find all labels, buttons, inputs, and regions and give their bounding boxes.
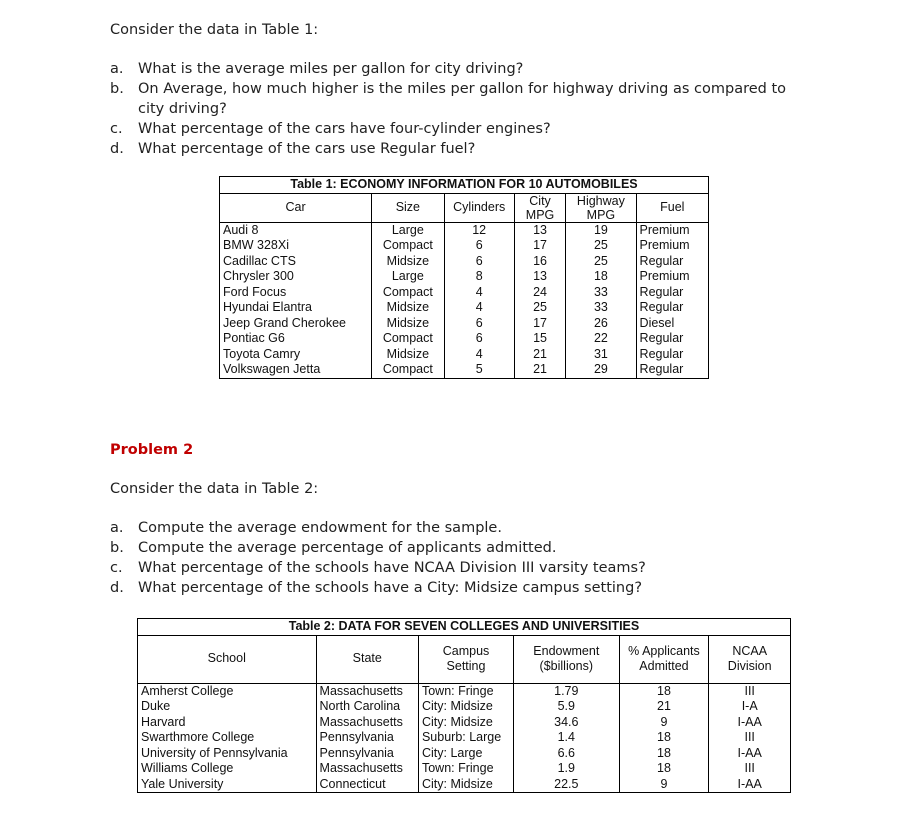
colleges-table — [137, 618, 791, 793]
table-caption-row — [138, 619, 791, 636]
column-header: Fuel — [636, 193, 708, 222]
table-cell: III — [709, 730, 791, 746]
table-row — [138, 777, 791, 793]
table-cell: Massachusetts — [316, 715, 418, 731]
question-letter: c. — [110, 121, 123, 137]
column-header: Size — [372, 193, 444, 222]
question-item — [110, 139, 790, 159]
table-cell: 9 — [619, 777, 709, 793]
column-header: Car — [220, 193, 372, 222]
table-row — [220, 254, 709, 270]
table-cell: III — [709, 683, 791, 699]
question-text: What percentage of the schools have a City: Midsize campus setting? — [138, 580, 643, 596]
table-cell: Midsize — [372, 316, 444, 332]
question-text: What percentage of the cars use Regular fuel? — [138, 141, 476, 157]
table-row — [138, 683, 791, 699]
column-header: City MPG — [514, 193, 565, 222]
questions-table2 — [110, 518, 790, 598]
table-cell: 4 — [444, 285, 514, 301]
table-cell: Swarthmore College — [138, 730, 317, 746]
question-item — [110, 538, 790, 558]
table-caption-row — [220, 177, 709, 194]
question-letter: c. — [110, 560, 123, 576]
table-cell: 19 — [566, 222, 636, 238]
question-letter: a. — [110, 61, 124, 77]
table-cell: Regular — [636, 300, 708, 316]
question-item — [110, 59, 790, 79]
table-cell: Duke — [138, 699, 317, 715]
table-cell: Regular — [636, 254, 708, 270]
question-letter: b. — [110, 81, 124, 97]
table-cell: Midsize — [372, 347, 444, 363]
table-cell: 18 — [619, 730, 709, 746]
question-text: What percentage of the cars have four-cylinder engines? — [138, 121, 551, 137]
table-row — [220, 222, 709, 238]
table-cell: Yale University — [138, 777, 317, 793]
table-cell: Town: Fringe — [418, 761, 513, 777]
table-cell: BMW 328Xi — [220, 238, 372, 254]
question-text: Compute the average endowment for the sample. — [138, 520, 502, 536]
questions-table1 — [110, 59, 790, 159]
question-text: Compute the average percentage of applicants admitted. — [138, 540, 557, 556]
table-cell: 21 — [619, 699, 709, 715]
table-cell: 18 — [619, 746, 709, 762]
table-cell: 6 — [444, 331, 514, 347]
table-cell: Diesel — [636, 316, 708, 332]
table-cell: 18 — [619, 761, 709, 777]
table-cell: Premium — [636, 238, 708, 254]
table-cell: Regular — [636, 347, 708, 363]
table-cell: City: Midsize — [418, 699, 513, 715]
table-cell: 4 — [444, 347, 514, 363]
table-cell: 6 — [444, 316, 514, 332]
table-cell: 6 — [444, 254, 514, 270]
table-cell: University of Pennsylvania — [138, 746, 317, 762]
column-header: % Applicants Admitted — [619, 635, 709, 683]
table-cell: 16 — [514, 254, 565, 270]
column-header: Campus Setting — [418, 635, 513, 683]
table-cell: 21 — [514, 347, 565, 363]
table-cell: 22 — [566, 331, 636, 347]
table-row — [138, 699, 791, 715]
table-cell: 18 — [566, 269, 636, 285]
table-row — [138, 761, 791, 777]
table-cell: City: Large — [418, 746, 513, 762]
table-cell: Compact — [372, 285, 444, 301]
problem-2-title: Problem 2 — [110, 442, 194, 458]
question-letter: a. — [110, 520, 124, 536]
question-item — [110, 79, 790, 119]
table-cell: Compact — [372, 331, 444, 347]
question-text: What is the average miles per gallon for city driving? — [138, 61, 524, 77]
question-text: What percentage of the schools have NCAA Division III varsity teams? — [138, 560, 646, 576]
table-cell: Jeep Grand Cherokee — [220, 316, 372, 332]
table-cell: City: Midsize — [418, 715, 513, 731]
table-cell: Large — [372, 269, 444, 285]
table-cell: 6 — [444, 238, 514, 254]
table-row — [220, 362, 709, 378]
table-cell: Compact — [372, 238, 444, 254]
intro-text-table1: Consider the data in Table 1: — [110, 22, 319, 38]
table-cell: Town: Fringe — [418, 683, 513, 699]
table-cell: North Carolina — [316, 699, 418, 715]
table-cell: Premium — [636, 222, 708, 238]
table-row — [220, 331, 709, 347]
table-cell: III — [709, 761, 791, 777]
table-cell: Connecticut — [316, 777, 418, 793]
question-item — [110, 558, 790, 578]
table-cell: Regular — [636, 331, 708, 347]
table-cell: 9 — [619, 715, 709, 731]
table-cell: Compact — [372, 362, 444, 378]
table-cell: Large — [372, 222, 444, 238]
table-row — [220, 285, 709, 301]
table-cell: 18 — [619, 683, 709, 699]
table-cell: 25 — [566, 254, 636, 270]
table-cell: 5.9 — [514, 699, 620, 715]
table-cell: 34.6 — [514, 715, 620, 731]
table-cell: Premium — [636, 269, 708, 285]
column-header: School — [138, 635, 317, 683]
table-row — [220, 316, 709, 332]
table-cell: Regular — [636, 285, 708, 301]
table-cell: 6.6 — [514, 746, 620, 762]
table-row — [220, 300, 709, 316]
table-cell: Volkswagen Jetta — [220, 362, 372, 378]
table-cell: 1.79 — [514, 683, 620, 699]
table-cell: Pennsylvania — [316, 730, 418, 746]
table-cell: Massachusetts — [316, 761, 418, 777]
table-row — [138, 746, 791, 762]
table-cell: 29 — [566, 362, 636, 378]
question-letter: b. — [110, 540, 124, 556]
table-cell: I-AA — [709, 746, 791, 762]
column-header: Endowment ($billions) — [514, 635, 620, 683]
economy-table — [219, 176, 709, 379]
table-cell: 1.9 — [514, 761, 620, 777]
table-cell: 1.4 — [514, 730, 620, 746]
table-cell: Audi 8 — [220, 222, 372, 238]
question-text: On Average, how much higher is the miles per gallon for highway driving as compared to city driving? — [138, 81, 787, 117]
table-cell: 33 — [566, 285, 636, 301]
column-header: Cylinders — [444, 193, 514, 222]
table-cell: Amherst College — [138, 683, 317, 699]
table-cell: Cadillac CTS — [220, 254, 372, 270]
table-cell: I-A — [709, 699, 791, 715]
question-item — [110, 578, 790, 598]
table-cell: Pennsylvania — [316, 746, 418, 762]
table-row — [220, 347, 709, 363]
table-cell: Harvard — [138, 715, 317, 731]
question-letter: d. — [110, 580, 124, 596]
table-cell: 15 — [514, 331, 565, 347]
table-cell: 12 — [444, 222, 514, 238]
table-cell: 5 — [444, 362, 514, 378]
table-cell: 33 — [566, 300, 636, 316]
table-cell: Regular — [636, 362, 708, 378]
table-cell: I-AA — [709, 715, 791, 731]
table-cell: 13 — [514, 269, 565, 285]
table-cell: 31 — [566, 347, 636, 363]
question-letter: d. — [110, 141, 124, 157]
table-cell: Ford Focus — [220, 285, 372, 301]
column-header: State — [316, 635, 418, 683]
table-cell: Midsize — [372, 254, 444, 270]
table-cell: Midsize — [372, 300, 444, 316]
column-header: Highway MPG — [566, 193, 636, 222]
table-caption: Table 1: ECONOMY INFORMATION FOR 10 AUTOMOBILES — [220, 177, 709, 194]
table-caption: Table 2: DATA FOR SEVEN COLLEGES AND UNIVERSITIES — [138, 619, 791, 636]
table-cell: City: Midsize — [418, 777, 513, 793]
table-cell: 21 — [514, 362, 565, 378]
question-item — [110, 518, 790, 538]
table-cell: Chrysler 300 — [220, 269, 372, 285]
table-cell: 13 — [514, 222, 565, 238]
table-cell: I-AA — [709, 777, 791, 793]
table-cell: 22.5 — [514, 777, 620, 793]
table-cell: Hyundai Elantra — [220, 300, 372, 316]
table-header-row — [220, 193, 709, 222]
question-item — [110, 119, 790, 139]
table-row — [220, 269, 709, 285]
table-row — [138, 730, 791, 746]
table-cell: 4 — [444, 300, 514, 316]
table-cell: 8 — [444, 269, 514, 285]
table-cell: Pontiac G6 — [220, 331, 372, 347]
table-row — [138, 715, 791, 731]
intro-text-table2: Consider the data in Table 2: — [110, 481, 319, 497]
table-cell: Suburb: Large — [418, 730, 513, 746]
table-cell: 24 — [514, 285, 565, 301]
table-cell: 25 — [566, 238, 636, 254]
table-cell: 26 — [566, 316, 636, 332]
table-cell: Massachusetts — [316, 683, 418, 699]
table-row — [220, 238, 709, 254]
column-header: NCAA Division — [709, 635, 791, 683]
table-cell: Toyota Camry — [220, 347, 372, 363]
table-cell: 17 — [514, 238, 565, 254]
table-header-row — [138, 635, 791, 683]
table-cell: 25 — [514, 300, 565, 316]
table-cell: Williams College — [138, 761, 317, 777]
table-cell: 17 — [514, 316, 565, 332]
